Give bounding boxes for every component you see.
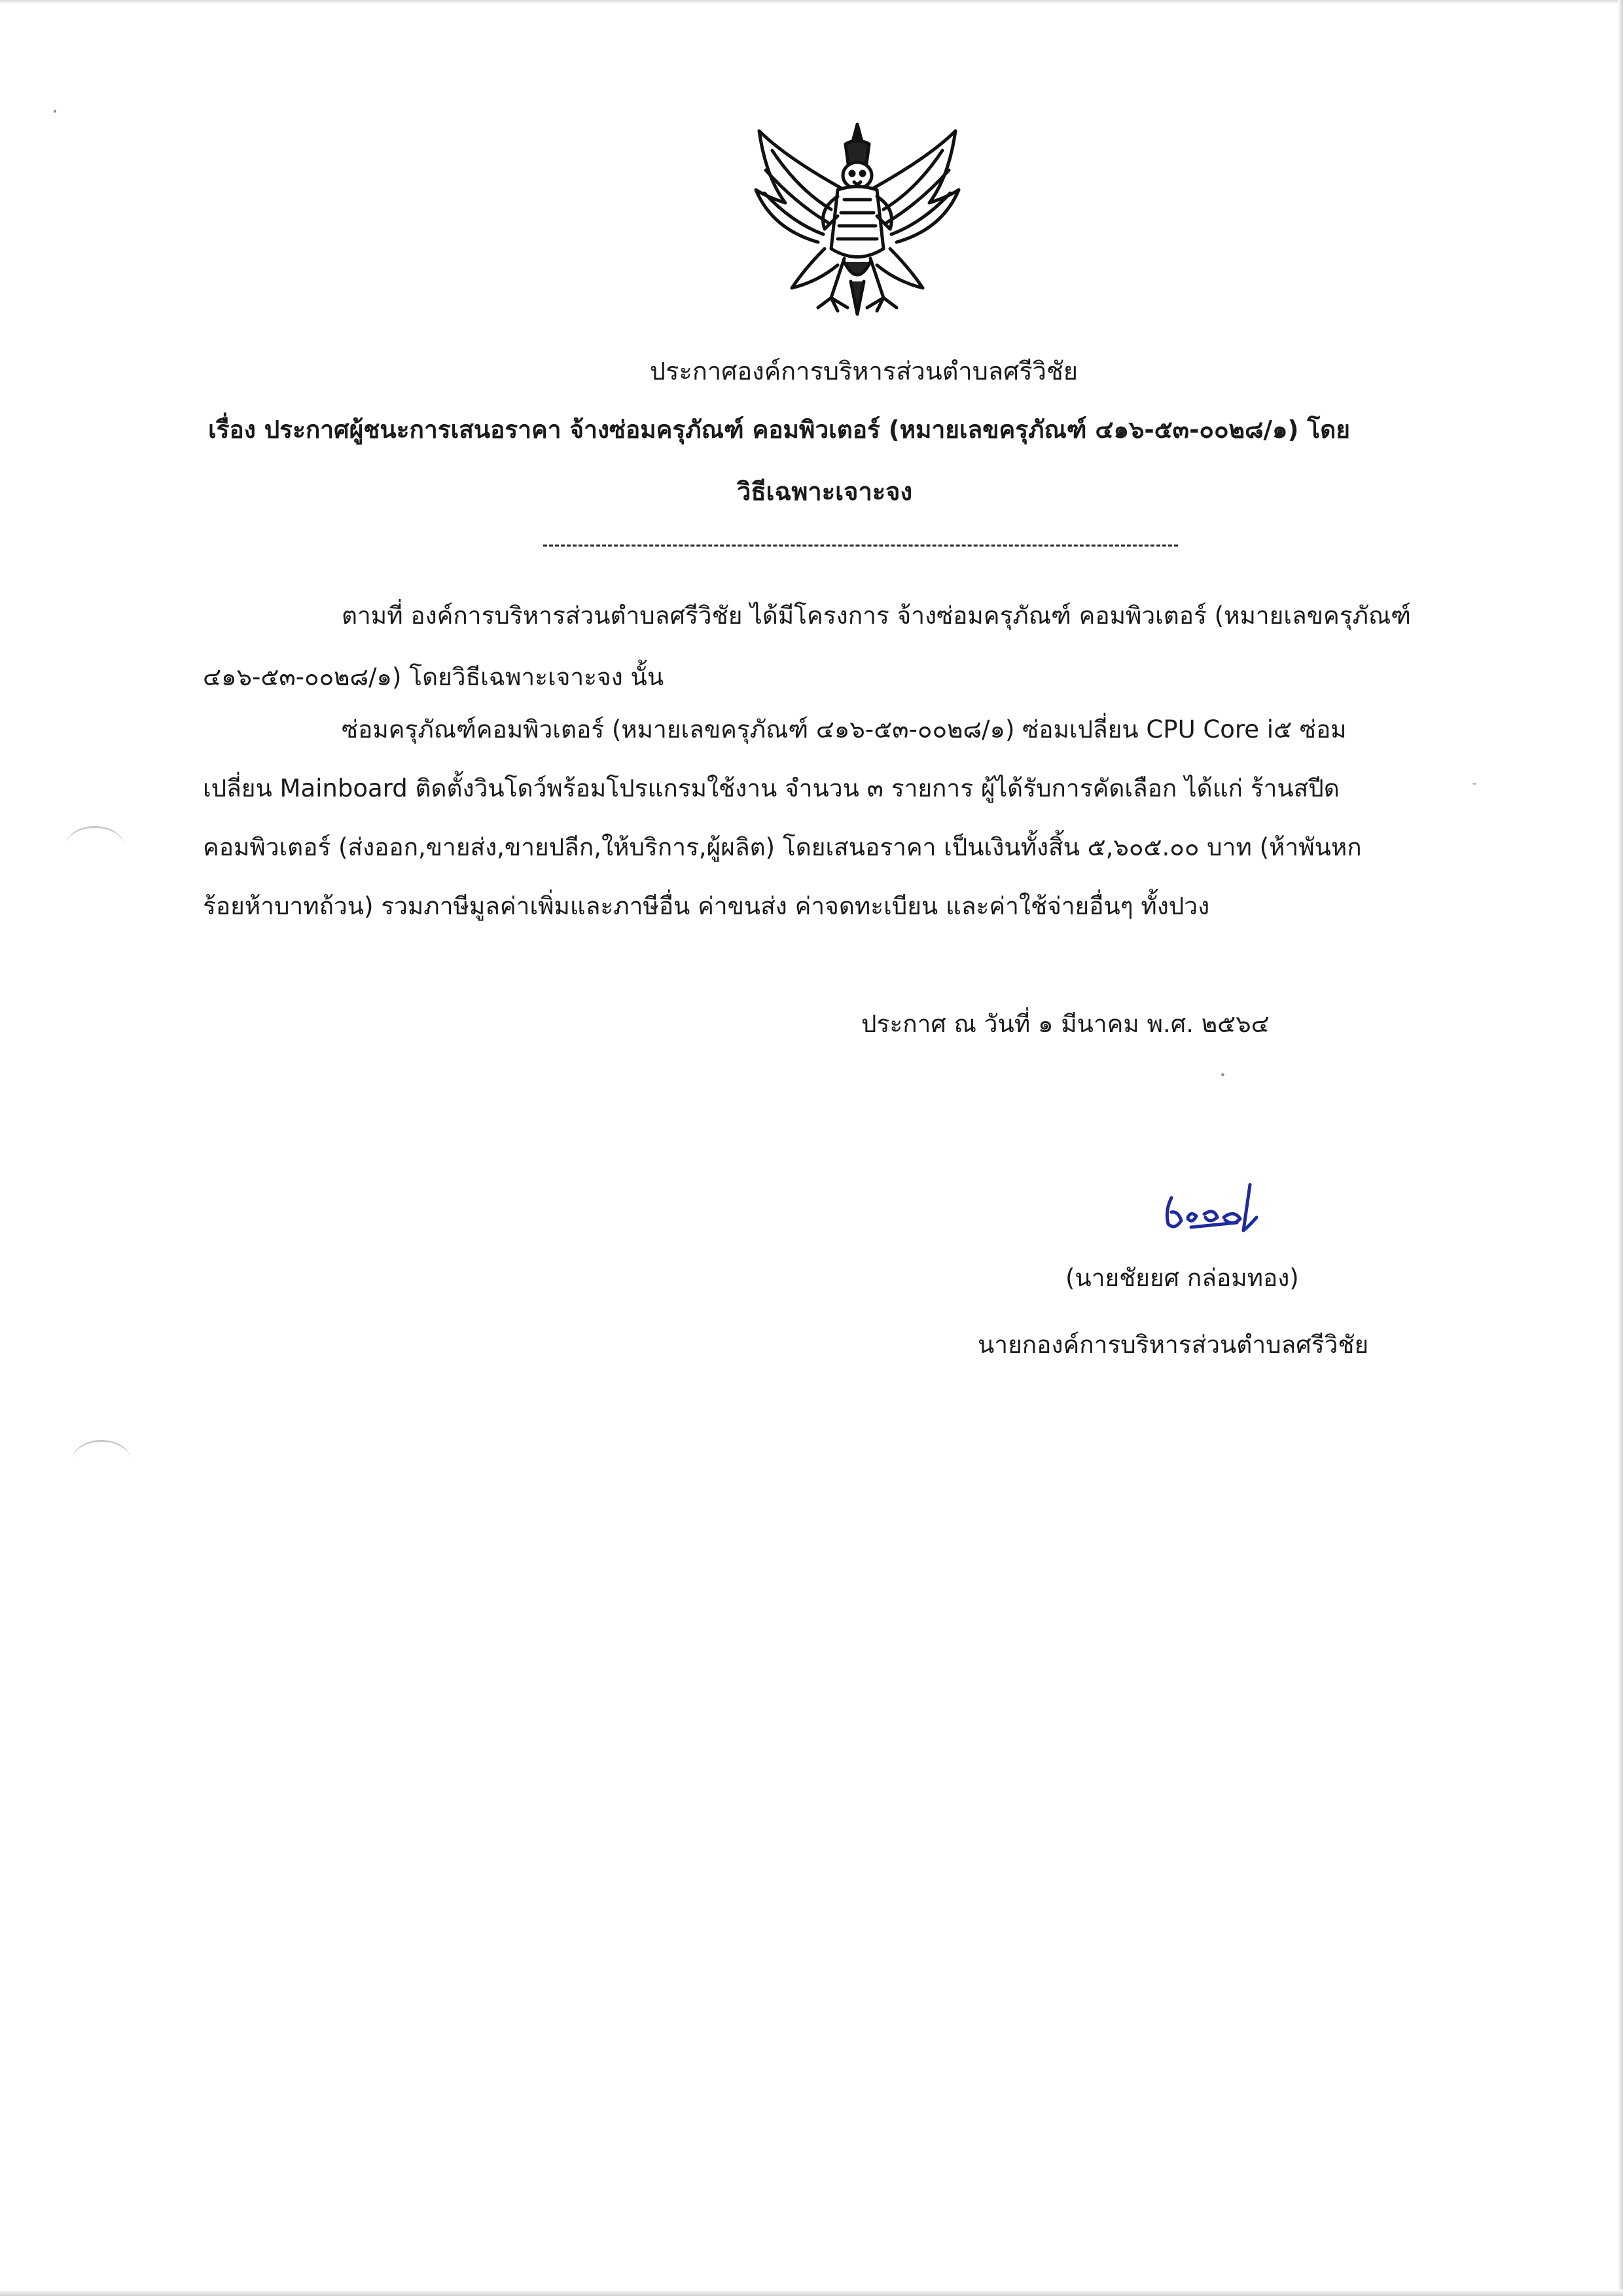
separator-dashed-rule (543, 545, 1178, 547)
punch-hole-mark-lower (72, 1440, 131, 1481)
paragraph-2-line-4: ร้อยห้าบาทถ้วน) รวมภาษีมูลค่าเพิ่มและภาษีอื่น ค่าขนส่ง ค่าจดทะเบียน และค่าใช้จ่ายอื่นๆ ทั้งปวง (203, 892, 1210, 920)
paragraph-2-line-2: เปลี่ยน Mainboard ติดตั้งวินโดว์พร้อมโปรแกรมใช้งาน จำนวน ๓ รายการ ผู้ได้รับการคัดเลือก ได้แก่ ร้านสปีด (203, 774, 1340, 802)
garuda-emblem-icon (746, 118, 969, 334)
announcement-date: ประกาศ ณ วันที่ ๑ มีนาคม พ.ศ. ๒๕๖๔ (861, 1010, 1270, 1038)
paragraph-1-line-2: ๔๑๖-๕๓-๐๐๒๘/๑) โดยวิธีเฉพาะเจาะจง นั้น (203, 663, 664, 691)
handwritten-signature-icon (1152, 1172, 1283, 1244)
punch-hole-mark-upper (65, 826, 124, 867)
paragraph-2-line-1: ซ่อมครุภัณฑ์คอมพิวเตอร์ (หมายเลขครุภัณฑ์ ๔๑๖-๕๓-๐๐๒๘/๑) ซ่อมเปลี่ยน CPU Core i๕ ซ่อม (342, 715, 1347, 744)
subject-line-2: วิธีเฉพาะเจาะจง (736, 477, 913, 506)
scan-speck (54, 110, 56, 113)
page-edge-top (0, 0, 1623, 4)
paragraph-2-line-3: คอมพิวเตอร์ (ส่งออก,ขายส่ง,ขายปลีก,ให้บริการ,ผู้ผลิต) โดยเสนอราคา เป็นเงินทั้งสิ้น ๕,๖๐๕.๐๐ บาท (ห้าพันหก (203, 833, 1362, 861)
paragraph-1-line-1: ตามที่ องค์การบริหารส่วนตำบลศรีวิชัย ได้มีโครงการ จ้างซ่อมครุภัณฑ์ คอมพิวเตอร์ (หมายเลขครุภัณฑ์ (342, 601, 1411, 630)
scan-speck (1472, 783, 1476, 785)
subject-line-1: เรื่อง ประกาศผู้ชนะการเสนอราคา จ้างซ่อมครุภัณฑ์ คอมพิวเตอร์ (หมายเลขครุภัณฑ์ ๔๑๖-๕๓-๐๐๒๘/๑) โดย (208, 416, 1350, 444)
page-edge-right (1618, 0, 1623, 2296)
page-edge-bottom (0, 2289, 1623, 2296)
signer-position: นายกองค์การบริหารส่วนตำบลศรีวิชัย (978, 1331, 1369, 1359)
organization-title: ประกาศองค์การบริหารส่วนตำบลศรีวิชัย (649, 357, 1079, 386)
scan-speck (1221, 1073, 1224, 1076)
signer-name: (นายชัยยศ กล่อมทอง) (1065, 1264, 1299, 1292)
